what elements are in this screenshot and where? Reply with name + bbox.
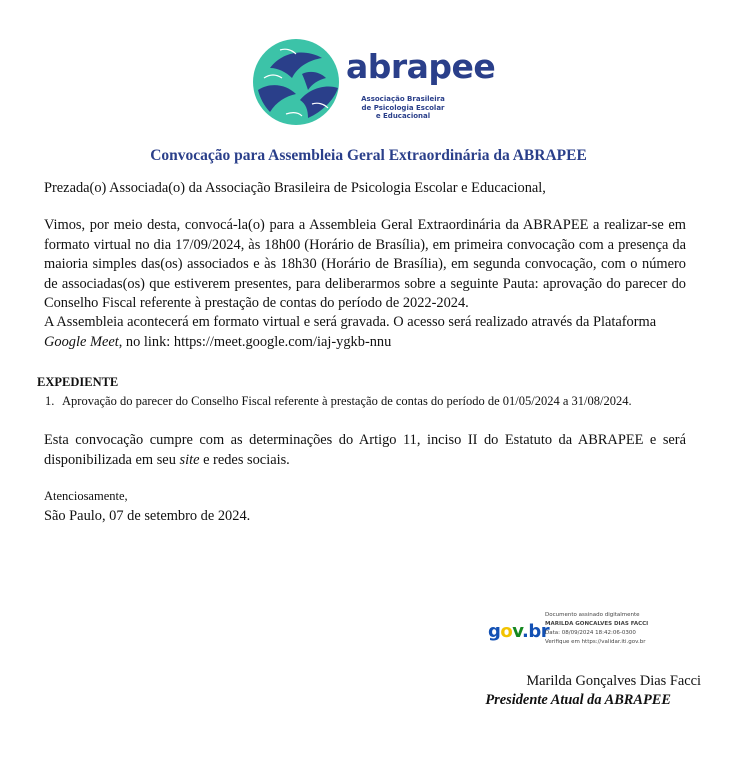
regards: Atenciosamente,	[44, 489, 128, 503]
meeting-link-text: , no link: https://meet.google.com/iaj-ygkb-nnu	[118, 333, 392, 350]
signer-name: Marilda Gonçalves Dias Facci	[526, 673, 701, 689]
convocation-paragraph: Vimos, por meio desta, convocá-la(o) para a Assembleia Geral Extraordinária da ABRAPEE a realizar-se em formato virtual no dia 17/09/2024, às 18h00 (Horário de Brasília), em primeira convocação com a presença da maioria simples das(os) associados e às 18h30 (Horário de Brasília), em segunda convocação, com o número de associadas(os) que estiverem presentes, para deliberarmos sobre a seguinte Pauta: aprovação do parecer do Conselho Fiscal referente à prestação de contas do período de 2022-2024.	[44, 217, 686, 311]
place-date: São Paulo, 07 de setembro de 2024.	[44, 508, 251, 524]
govbr-logo-icon: gov.br	[488, 621, 550, 642]
digital-signature-badge	[488, 609, 698, 655]
greeting: Prezada(o) Associada(o) da Associação Brasileira de Psicologia Escolar e Educacional,	[44, 180, 546, 196]
brand-name: abrapee	[346, 47, 496, 86]
signature-details: Documento assinado digitalmente MARILDA GONCALVES DIAS FACCI Data: 08/09/2024 18:42:06-0300 Verifique em https://validar.iti.gov.br	[545, 612, 649, 645]
signer-role: Presidente Atual da ABRAPEE	[485, 692, 671, 708]
brand-subtitle: Associação Brasileira de Psicologia Escolar e Educacional	[361, 95, 445, 120]
document-title: Convocação para Assembleia Geral Extraordinária da ABRAPEE	[150, 147, 587, 164]
abrapee-emblem-icon	[252, 38, 340, 126]
closing-paragraph: Esta convocação cumpre com as determinações do Artigo 11, inciso II do Estatuto da ABRAPEE e será disponibilizada em seu site e redes sociais.	[44, 432, 686, 468]
platform-name: Google Meet	[44, 333, 119, 350]
abrapee-logo	[252, 38, 496, 128]
expediente-item: 1. Aprovação do parecer do Conselho Fiscal referente à prestação de contas do período de 01/05/2024 a 31/08/2024.	[45, 394, 632, 408]
access-paragraph: A Assembleia acontecerá em formato virtual e será gravada. O acesso será realizado através da Plataforma Google Meet, no link: https://meet.google.com/iaj-ygkb-nnu	[44, 314, 657, 350]
expediente-heading: EXPEDIENTE	[37, 375, 119, 389]
